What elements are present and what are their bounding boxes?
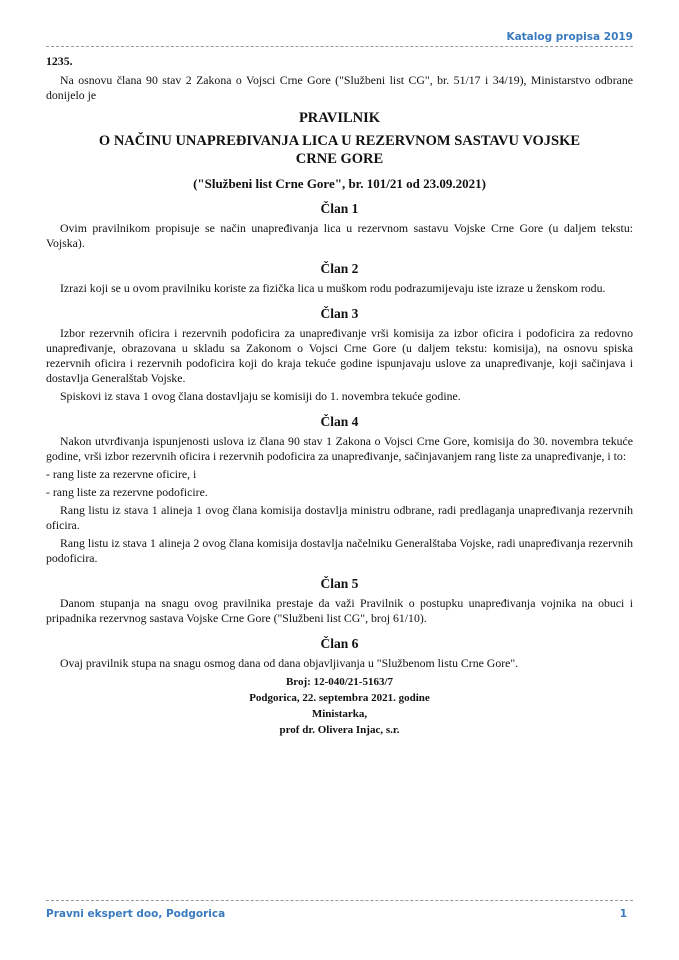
document-number: 1235. [46,54,73,68]
signature-block [46,674,633,738]
article-4-list-item-2: - rang liste za rezervne podoficire. [46,485,208,499]
document-subtitle [46,132,633,168]
article-3-paragraph-2: Spiskovi iz stava 1 ovog člana dostavljaju se komisiji do 1. novembra tekuće godine. [60,389,461,403]
article-1-heading: Član 1 [320,201,359,216]
article-4-heading: Član 4 [320,414,359,429]
reference-number: Broj: 12-040/21-5163/7 [285,676,394,688]
page-footer [46,900,633,920]
page-header [46,30,633,47]
article-2-heading: Član 2 [320,261,359,276]
document-body [46,54,633,738]
catalog-title: Katalog propisa 2019 [506,31,633,43]
signatory-name: prof dr. Olivera Injac, s.r. [279,724,400,736]
article-6-paragraph: Ovaj pravilnik stupa na snagu osmog dana od dana objavljivanja u "Službenom listu Crne Gore". [60,656,519,670]
document-title: PRAVILNIK [298,110,381,126]
page-number: 1 [619,908,627,920]
signatory-role: Ministarka, [311,708,368,720]
publisher-name: Pravni ekspert doo, Podgorica [46,908,226,920]
article-4-paragraph-2: Rang listu iz stava 1 alineja 1 ovog člana komisija dostavlja ministru odbrane, radi predlaganja unapređivanja rezervnih oficira. [46,503,633,532]
article-1-paragraph: Ovim pravilnikom propisuje se način unapređivanja lica u rezervnom sastavu Vojske Crne Gore (u daljem tekstu: Vojska). [46,221,633,250]
article-3-heading: Član 3 [320,306,359,321]
article-2-paragraph: Izrazi koji se u ovom pravilniku koriste za fizička lica u muškom rodu podrazumijevaju iste izraze u ženskom rodu. [60,281,606,295]
article-5-heading: Član 5 [320,576,359,591]
article-3-paragraph-1: Izbor rezervnih oficira i rezervnih podoficira za unapređivanje vrši komisija za izbor oficira i podoficira za redovno unapređivanje, obrazovana u skladu sa Zakonom o Vojsci Crne Gore (u daljem tekstu: komisija), na osnovu spiska rezervnih oficira i rezervnih podoficira koji do kraja tekuće godine ispunjavaju uslove za unapređivanje, koji sačinjava i dostavlja Generalštab Vojske. [46,326,633,385]
subtitle-line-1: O NAČINU UNAPREĐIVANJA LICA U REZERVNOM SASTAVU VOJSKE [98,133,581,149]
article-4-list-item-1: - rang liste za rezervne oficire, i [46,467,197,481]
article-4-paragraph-1: Nakon utvrđivanja ispunjenosti uslova iz člana 90 stav 1 Zakona o Vojsci Crne Gore, komisija do 30. novembra tekuće godine, vrši izbor rezervnih oficira i rezervnih podoficira za unapređivanje, sačinjavanjem rang liste za unapređivanje, i to: [46,434,633,463]
article-5-paragraph: Danom stupanja na snagu ovog pravilnika prestaje da važi Pravilnik o postupku unapređivanja vojnika na obuci i pripadnika rezervnog sastava Vojske Crne Gore ("Službeni list CG", broj 61/10). [46,596,633,625]
intro-paragraph: Na osnovu člana 90 stav 2 Zakona o Vojsci Crne Gore ("Službeni list CG", br. 51/17 i 34/19), Ministarstvo odbrane donijelo je [46,73,633,102]
article-6-heading: Član 6 [320,636,359,651]
place-and-date: Podgorica, 22. septembra 2021. godine [249,692,430,704]
subtitle-line-2: CRNE GORE [295,151,384,167]
article-4-paragraph-3: Rang listu iz stava 1 alineja 2 ovog člana komisija dostavlja načelniku Generalštaba Vojske, radi unapređivanja rezervnih podoficira. [46,536,633,565]
gazette-reference: ("Službeni list Crne Gore", br. 101/21 od 23.09.2021) [193,176,486,191]
